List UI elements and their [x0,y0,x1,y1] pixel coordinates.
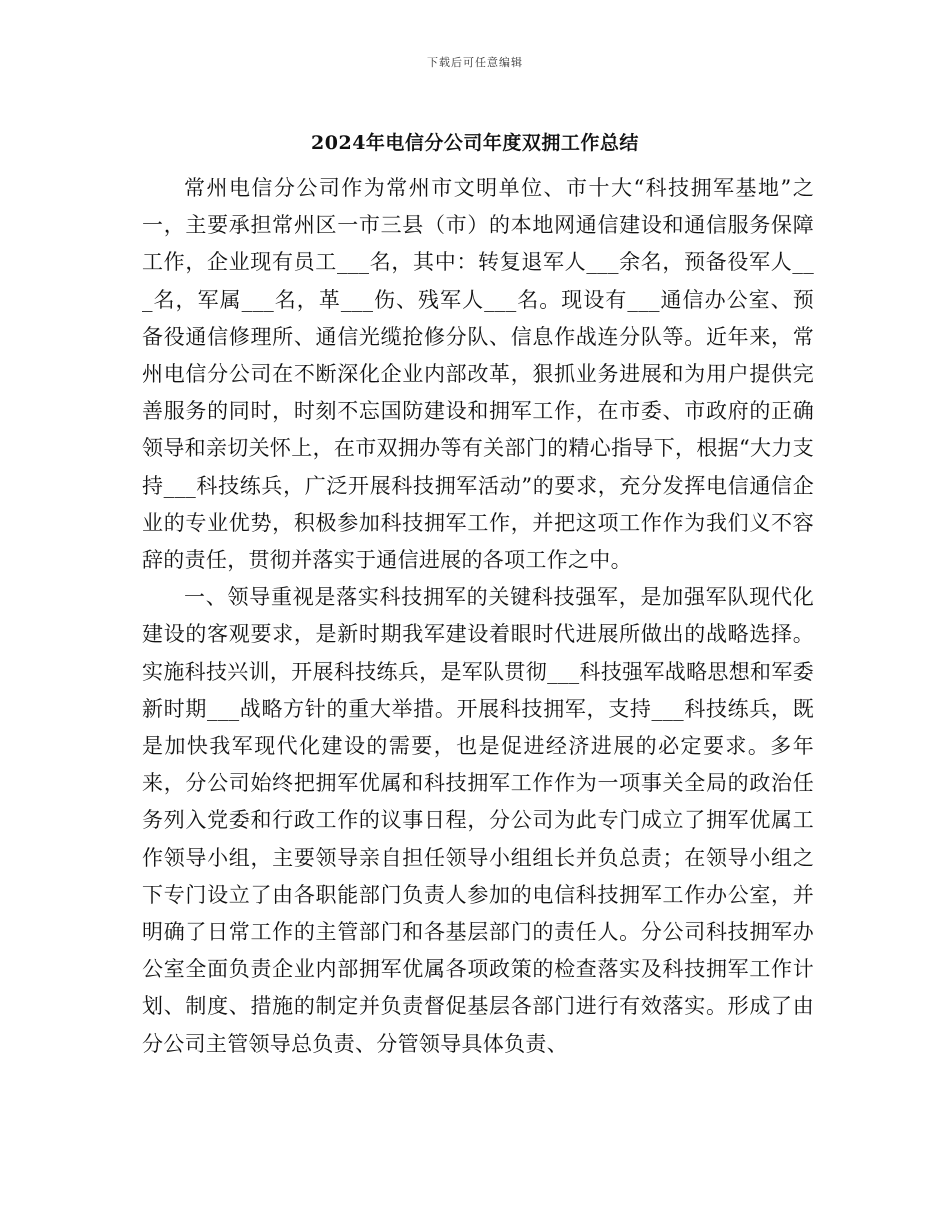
body-paragraph-intro: 常州电信分公司作为常州市文明单位、市十大“科技拥军基地”之一，主要承担常州区一市三县（市）的本地网通信建设和通信服务保障工作，企业现有员工___名，其中：转复退军人___余名，预备役军人___名，军属___名，革___伤、残军人___名。现设有___通信办公室、预备役通信修理所、通信光缆抢修分队、信息作战连分队等。近年来，常州电信分公司在不断深化企业内部改革，狠抓业务进展和为用户提供完善服务的同时，时刻不忘国防建设和拥军工作，在市委、市政府的正确领导和亲切关怀上，在市双拥办等有关部门的精心指导下，根据“大力支持___科技练兵，广泛开展科技拥军活动”的要求，充分发挥电信通信企业的专业优势，积极参加科技拥军工作，并把这项工作作为我们义不容辞的责任，贯彻并落实于通信进展的各项工作之中。 [142,176,814,573]
download-note: 下载后可任意编辑 [427,56,523,69]
body-paragraph-section-1: 一、领导重视是落实科技拥军的关键科技强军，是加强军队现代化建设的客观要求，是新时期我军建设着眼时代进展所做出的战略选择。实施科技兴训，开展科技练兵，是军队贯彻___科技强军战略思想和军委新时期___战略方针的重大举措。开展科技拥军，支持___科技练兵，既是加快我军现代化建设的需要，也是促进经济进展的必定要求。多年来，分公司始终把拥军优属和科技拥军工作作为一项事关全局的政治任务列入党委和行政工作的议事日程，分公司为此专门成立了拥军优属工作领导小组，主要领导亲自担任领导小组组长并负总责；在领导小组之下专门设立了由各职能部门负责人参加的电信科技拥军工作办公室，并明确了日常工作的主管部门和各基层部门的责任人。分公司科技拥军办公室全面负责企业内部拥军优属各项政策的检查落实及科技拥军工作计划、制度、措施的制定并负责督促基层各部门进行有效落实。形成了由分公司主管领导总负责、分管领导具体负责、 [142,585,814,1056]
document-body [142,170,814,1063]
document-title: 2024年电信分公司年度双拥工作总结 [311,132,639,154]
